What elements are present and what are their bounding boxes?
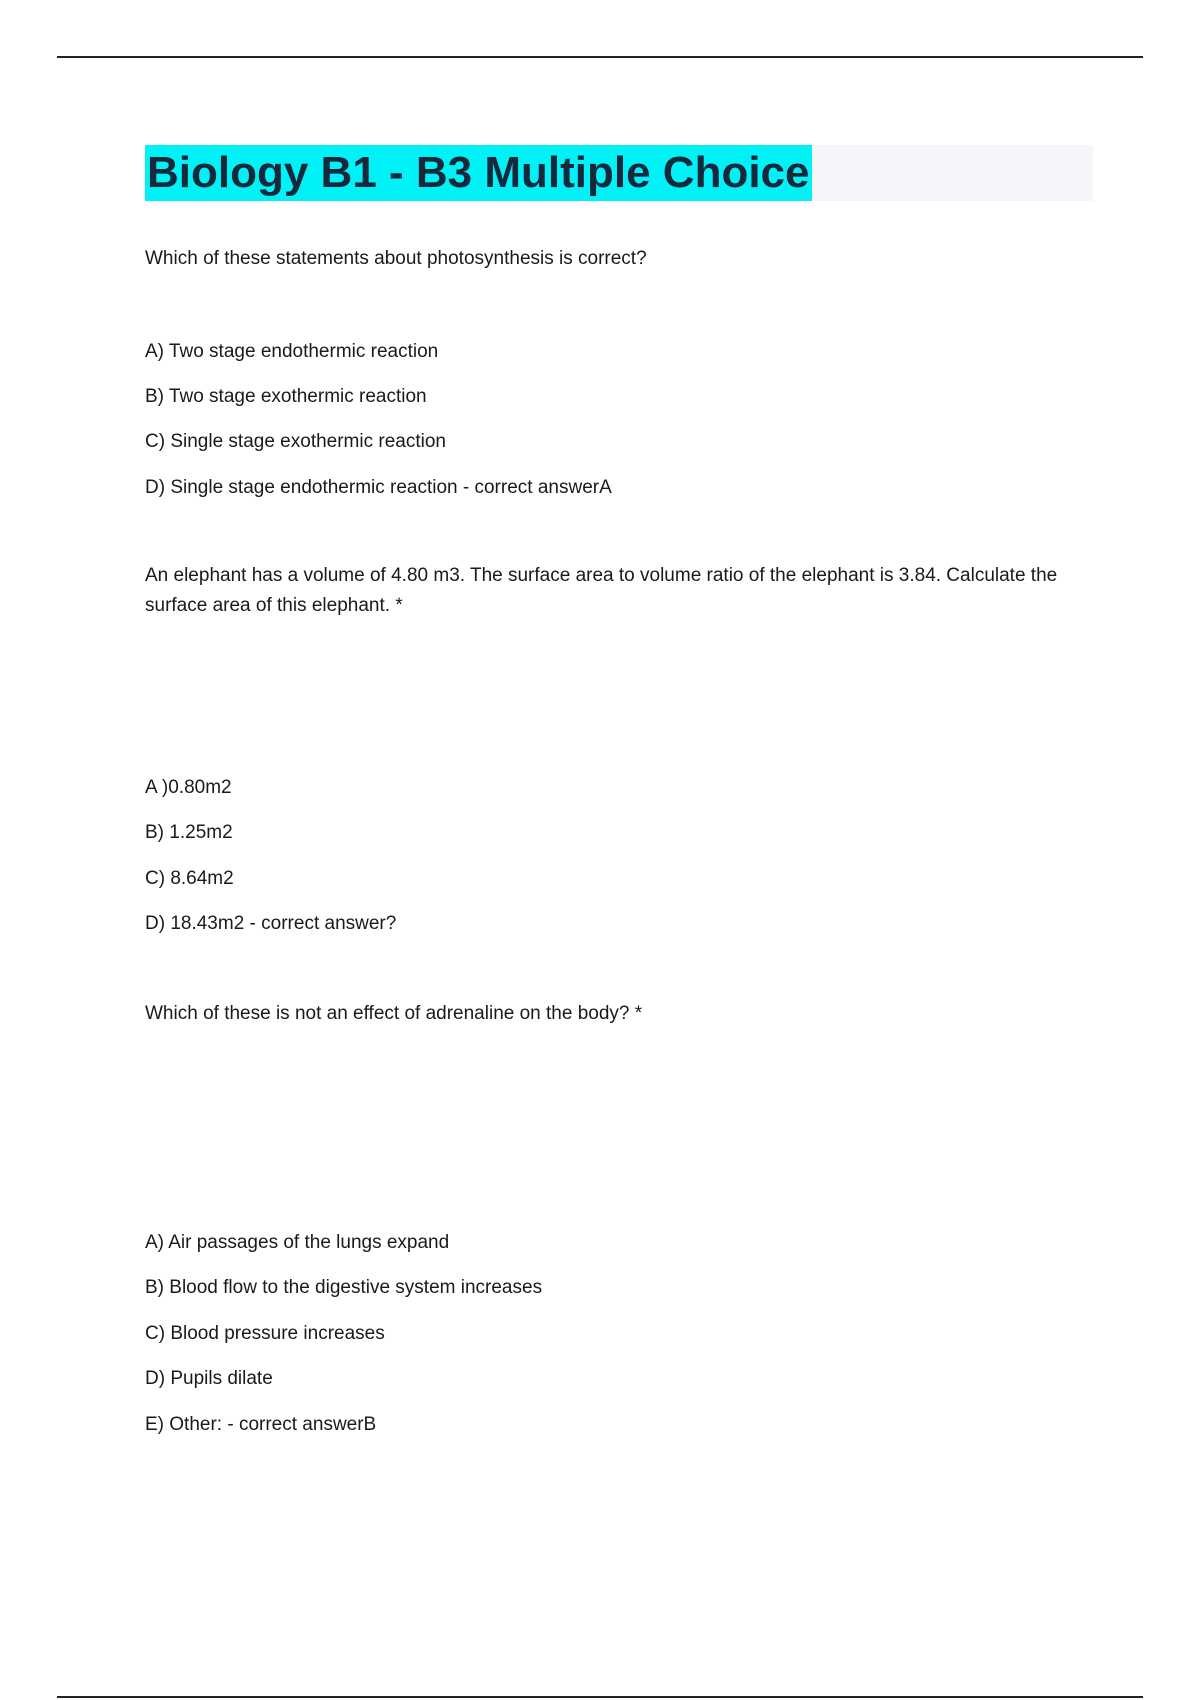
question-3-option-b: B) Blood flow to the digestive system increases (145, 1277, 543, 1298)
question-3-option-d: D) Pupils dilate (145, 1368, 273, 1389)
question-3-option-c: C) Blood pressure increases (145, 1323, 385, 1344)
question-2-option-d: D) 18.43m2 - correct answer? (145, 913, 397, 934)
question-2-option-c: C) 8.64m2 (145, 868, 234, 889)
question-3-text: Which of these is not an effect of adrenaline on the body? * (145, 1003, 643, 1024)
question-2-text: An elephant has a volume of 4.80 m3. The surface area to volume ratio of the elephant is 3.84. Calculate the surface area of this elephant. * (145, 565, 1058, 616)
question-1-option-a: A) Two stage endothermic reaction (145, 341, 439, 362)
question-2-option-a: A )0.80m2 (145, 777, 232, 798)
bottom-rule (57, 1696, 1143, 1698)
document-title: Biology B1 - B3 Multiple Choice (145, 145, 812, 201)
question-3-option-a: A) Air passages of the lungs expand (145, 1232, 450, 1253)
question-1-text: Which of these statements about photosynthesis is correct? (145, 248, 647, 269)
top-rule (57, 56, 1143, 58)
question-1-option-b: B) Two stage exothermic reaction (145, 386, 427, 407)
question-2-option-b: B) 1.25m2 (145, 822, 233, 843)
question-1-option-c: C) Single stage exothermic reaction (145, 431, 446, 452)
question-1-option-d: D) Single stage endothermic reaction - correct answerA (145, 477, 612, 498)
question-3-option-e: E) Other: - correct answerB (145, 1414, 377, 1435)
